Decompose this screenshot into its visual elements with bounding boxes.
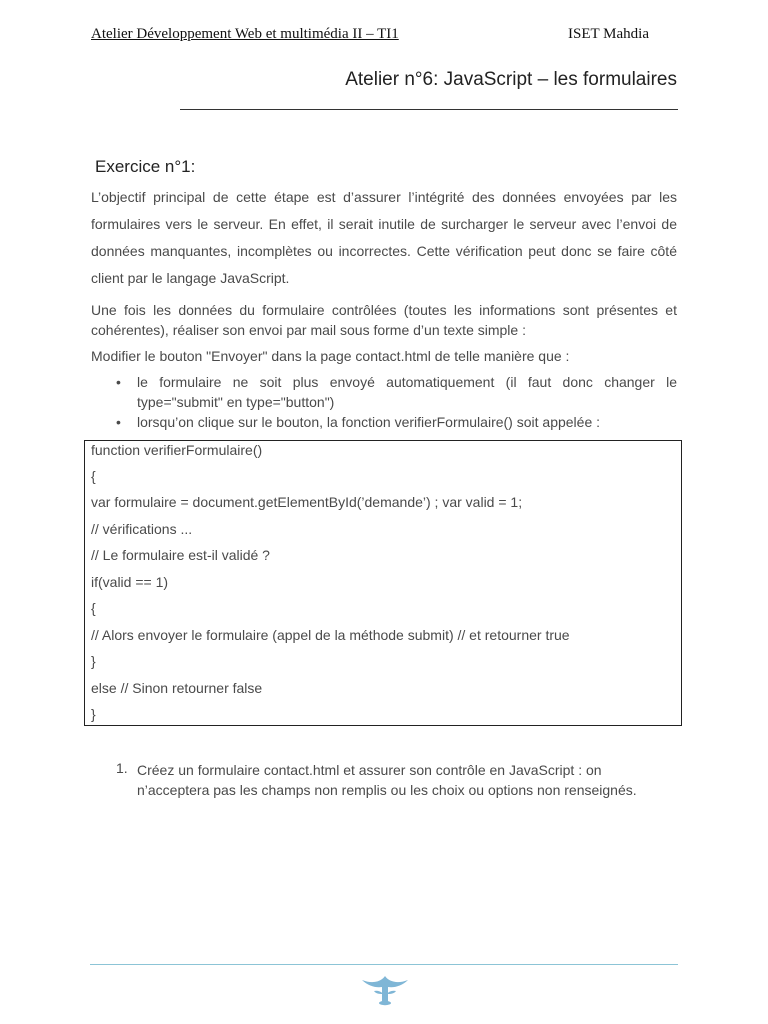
footer-divider (90, 964, 678, 965)
code-line: function verifierFormulaire() (91, 442, 263, 458)
code-line: // Le formulaire est-il validé ? (91, 547, 270, 563)
list-item (116, 412, 677, 432)
list-number: 1. (116, 760, 128, 776)
instructions-paragraph: Une fois les données du formulaire contrôlées (toutes les informations sont présentes et cohérentes), réaliser son envoi par mail sous forme d’un texte simple : (91, 302, 677, 338)
list-item (116, 372, 677, 412)
page-title: Atelier n°6: JavaScript – les formulaires (345, 69, 677, 90)
code-line: // Alors envoyer le formulaire (appel de la méthode submit) // et retourner true (91, 627, 570, 643)
modify-button-paragraph: Modifier le bouton "Envoyer" dans la page contact.html de telle manière que : (91, 348, 570, 364)
list-item-text: Créez un formulaire contact.html et assurer son contrôle en JavaScript : on n’acceptera pas les champs non remplis ou les choix ou options non renseignés. (137, 762, 637, 798)
list-item-text: le formulaire ne soit plus envoyé automatiquement (il faut donc changer le type="submit" en type="button") (137, 374, 677, 410)
list-item-text: lorsqu’on clique sur le bouton, la fonction verifierFormulaire() soit appelée : (137, 414, 601, 430)
header-institution: ISET Mahdia (568, 26, 649, 42)
requirements-list (116, 372, 677, 432)
title-divider (180, 109, 678, 110)
intro-paragraph: L’objectif principal de cette étape est d’assurer l’intégrité des données envoyées par les formulaires vers le serveur. En effet, il serait inutile de surcharger le serveur avec l’envoi de données manquantes, incomplètes ou incorrectes. Cette vérification peut donc se faire côté client par le langage JavaScript. (91, 189, 677, 286)
code-line: { (91, 600, 96, 616)
code-line: if(valid == 1) (91, 574, 169, 590)
bullet-icon: • (116, 414, 121, 430)
header-course-title: Atelier Développement Web et multimédia II – TI1 (91, 26, 399, 42)
code-line: var formulaire = document.getElementById(’demande’) ; var valid = 1; (91, 494, 523, 510)
bullet-icon: • (116, 374, 121, 390)
code-line: { (91, 468, 96, 484)
decorative-logo-icon (360, 972, 410, 1006)
code-line: else // Sinon retourner false (91, 680, 263, 696)
code-box (84, 440, 682, 726)
code-line: // vérifications ... (91, 521, 193, 537)
code-line: } (91, 653, 96, 669)
code-line: } (91, 706, 96, 722)
page-header (91, 26, 649, 46)
exercise-title: Exercice n°1: (95, 157, 196, 176)
